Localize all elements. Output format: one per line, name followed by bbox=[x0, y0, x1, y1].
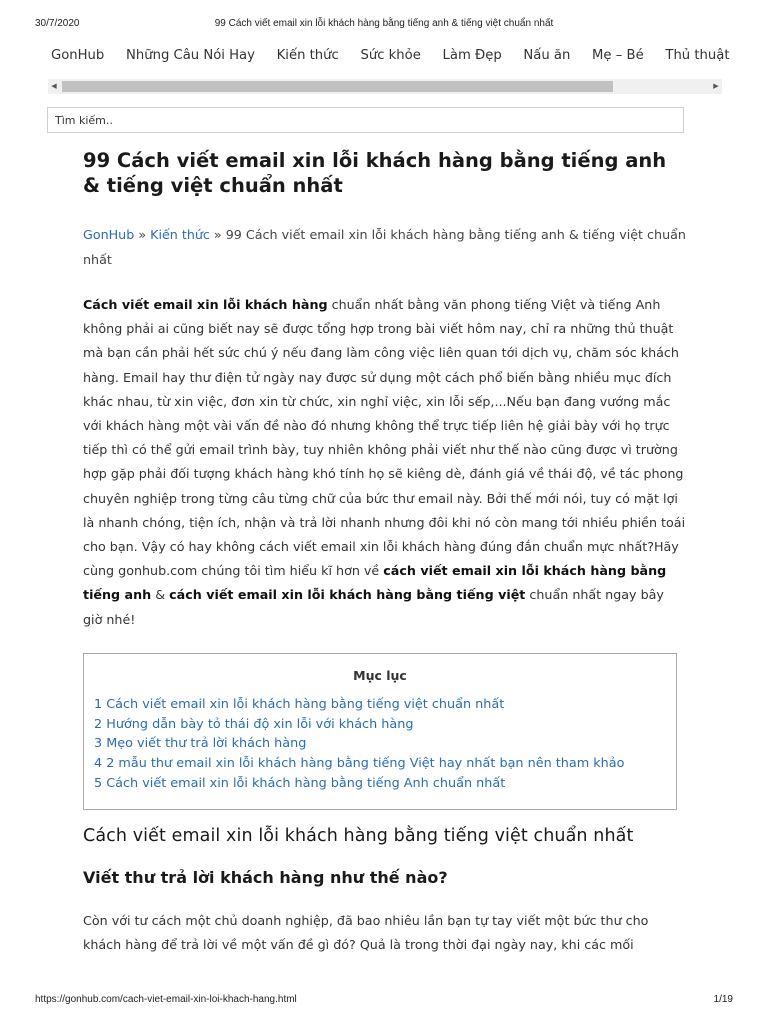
breadcrumb-home-link[interactable]: GonHub bbox=[83, 227, 135, 242]
breadcrumb-separator: » bbox=[134, 227, 151, 242]
nav-item-mom-baby[interactable]: Mẹ – Bé bbox=[592, 48, 644, 63]
nav-item-knowledge[interactable]: Kiến thức bbox=[276, 48, 339, 63]
article-title: 99 Cách viết email xin lỗi khách hàng bằng tiếng anh & tiếng việt chuẩn nhất bbox=[83, 149, 667, 197]
nav-item-beauty[interactable]: Làm Đẹp bbox=[442, 48, 502, 63]
search-input[interactable] bbox=[47, 107, 684, 133]
section-heading: Cách viết email xin lỗi khách hàng bằng tiếng việt chuẩn nhất bbox=[83, 825, 634, 846]
print-url: https://gonhub.com/cach-viet-email-xin-loi-khach-hang.html bbox=[35, 994, 297, 1005]
nav-item-gonhub[interactable]: GonHub bbox=[51, 48, 105, 63]
nav-item-health[interactable]: Sức khỏe bbox=[360, 48, 421, 63]
scrollbar-thumb[interactable] bbox=[62, 81, 613, 92]
toc-item[interactable]: 4 2 mẫu thư email xin lỗi khách hàng bằng tiếng Việt hay nhất bạn nên tham khảo bbox=[94, 755, 625, 771]
print-title: 99 Cách viết email xin lỗi khách hàng bằng tiếng anh & tiếng việt chuẩn nhất bbox=[214, 18, 554, 29]
top-navigation bbox=[51, 48, 730, 70]
breadcrumb-separator: » bbox=[209, 227, 226, 242]
scroll-left-icon[interactable]: ◀ bbox=[51, 82, 57, 90]
nav-scrollbar[interactable] bbox=[48, 79, 722, 94]
intro-bold-keyword: Cách viết email xin lỗi khách hàng bbox=[83, 297, 328, 312]
table-of-contents bbox=[83, 653, 677, 810]
toc-item[interactable]: 5 Cách viết email xin lỗi khách hàng bằng tiếng Anh chuẩn nhất bbox=[94, 775, 506, 791]
print-footer bbox=[0, 994, 768, 1008]
intro-bold-english: cách viết email xin lỗi khách hàng bằng tiếng anh bbox=[83, 563, 667, 603]
toc-item[interactable]: 2 Hướng dẫn bày tỏ thái độ xin lỗi với khách hàng bbox=[94, 716, 414, 732]
toc-list bbox=[94, 695, 666, 794]
nav-item-tips[interactable]: Thủ thuật bbox=[665, 48, 730, 63]
breadcrumb bbox=[83, 222, 687, 272]
intro-paragraph: Cách viết email xin lỗi khách hàng chuẩn nhất bằng văn phong tiếng Việt và tiếng Anh không phải ai cũng biết nay sẽ được tổng hợp trong bài viết hôm nay, chỉ ra những thủ thuật mà bạn cần phải hết sức chú ý nếu đang làm công việc liên quan tới dịch vụ, chăm sóc khách hàng. Email hay thư điện tử ngày nay được sử dụng một cách phổ biến bằng nhiều mục đích khác nhau, từ xin việc, đơn xin từ chức, xin nghỉ việc, xin lỗi sếp,...Nếu bạn đang vướng mắc với khách hàng một vài vấn đề nào đó nhưng không thể trực tiếp liên hệ giải bày với họ trực tiếp thì có thể gửi email trình bày, tuy nhiên không phải viết như thế nào cũng được vì trường hợp gặp phải đối tượng khách hàng khó tính họ sẽ kiêng dè, đánh giá về thái độ, về tác phong chuyên nghiệp trong từng câu từng chữ của bức thư email này. Bởi thế mới nói, tuy có mặt lợi là nhanh chóng, tiện ích, nhận và trả lời nhanh nhưng đôi khi nó còn mang tới nhiều phiền toái cho bạn. Vậy có hay không cách viết email xin lỗi khách hàng đúng đắn chuẩn mực nhất?Hãy cùng gonhub.com chúng tôi tìm hiểu kĩ hơn về cách viết email xin lỗi khách hàng bằng tiếng anh & cách viết email xin lỗi khách hàng bằng tiếng việt chuẩn nhất ngay bây giờ nhé! bbox=[83, 297, 686, 627]
nav-item-cooking[interactable]: Nấu ăn bbox=[523, 48, 571, 63]
body-paragraph: Còn với tư cách một chủ doanh nghiệp, đã bao nhiêu lần bạn tự tay viết một bức thư cho khách hàng để trả lời về một vấn đề gì đó? Quả là trong thời đại ngày nay, khi các mối bbox=[83, 912, 649, 953]
toc-item[interactable]: 3 Mẹo viết thư trả lời khách hàng bbox=[94, 736, 307, 752]
article bbox=[83, 148, 687, 958]
intro-bold-vietnamese: cách viết email xin lỗi khách hàng bằng tiếng việt bbox=[169, 587, 526, 603]
toc-item[interactable]: 1 Cách viết email xin lỗi khách hàng bằng tiếng việt chuẩn nhất bbox=[94, 696, 505, 712]
print-header bbox=[0, 18, 768, 32]
breadcrumb-category-link[interactable]: Kiến thức bbox=[150, 227, 210, 242]
breadcrumb-current: 99 Cách viết email xin lỗi khách hàng bằng tiếng anh & tiếng việt chuẩn nhất bbox=[83, 227, 686, 267]
subheading: Viết thư trả lời khách hàng như thế nào? bbox=[83, 867, 448, 887]
toc-title: Mục lục bbox=[353, 667, 407, 683]
print-date: 30/7/2020 bbox=[35, 18, 80, 29]
scroll-right-icon[interactable]: ▶ bbox=[713, 82, 719, 90]
nav-item-quotes[interactable]: Những Câu Nói Hay bbox=[126, 48, 255, 63]
page-number: 1/19 bbox=[713, 994, 733, 1005]
